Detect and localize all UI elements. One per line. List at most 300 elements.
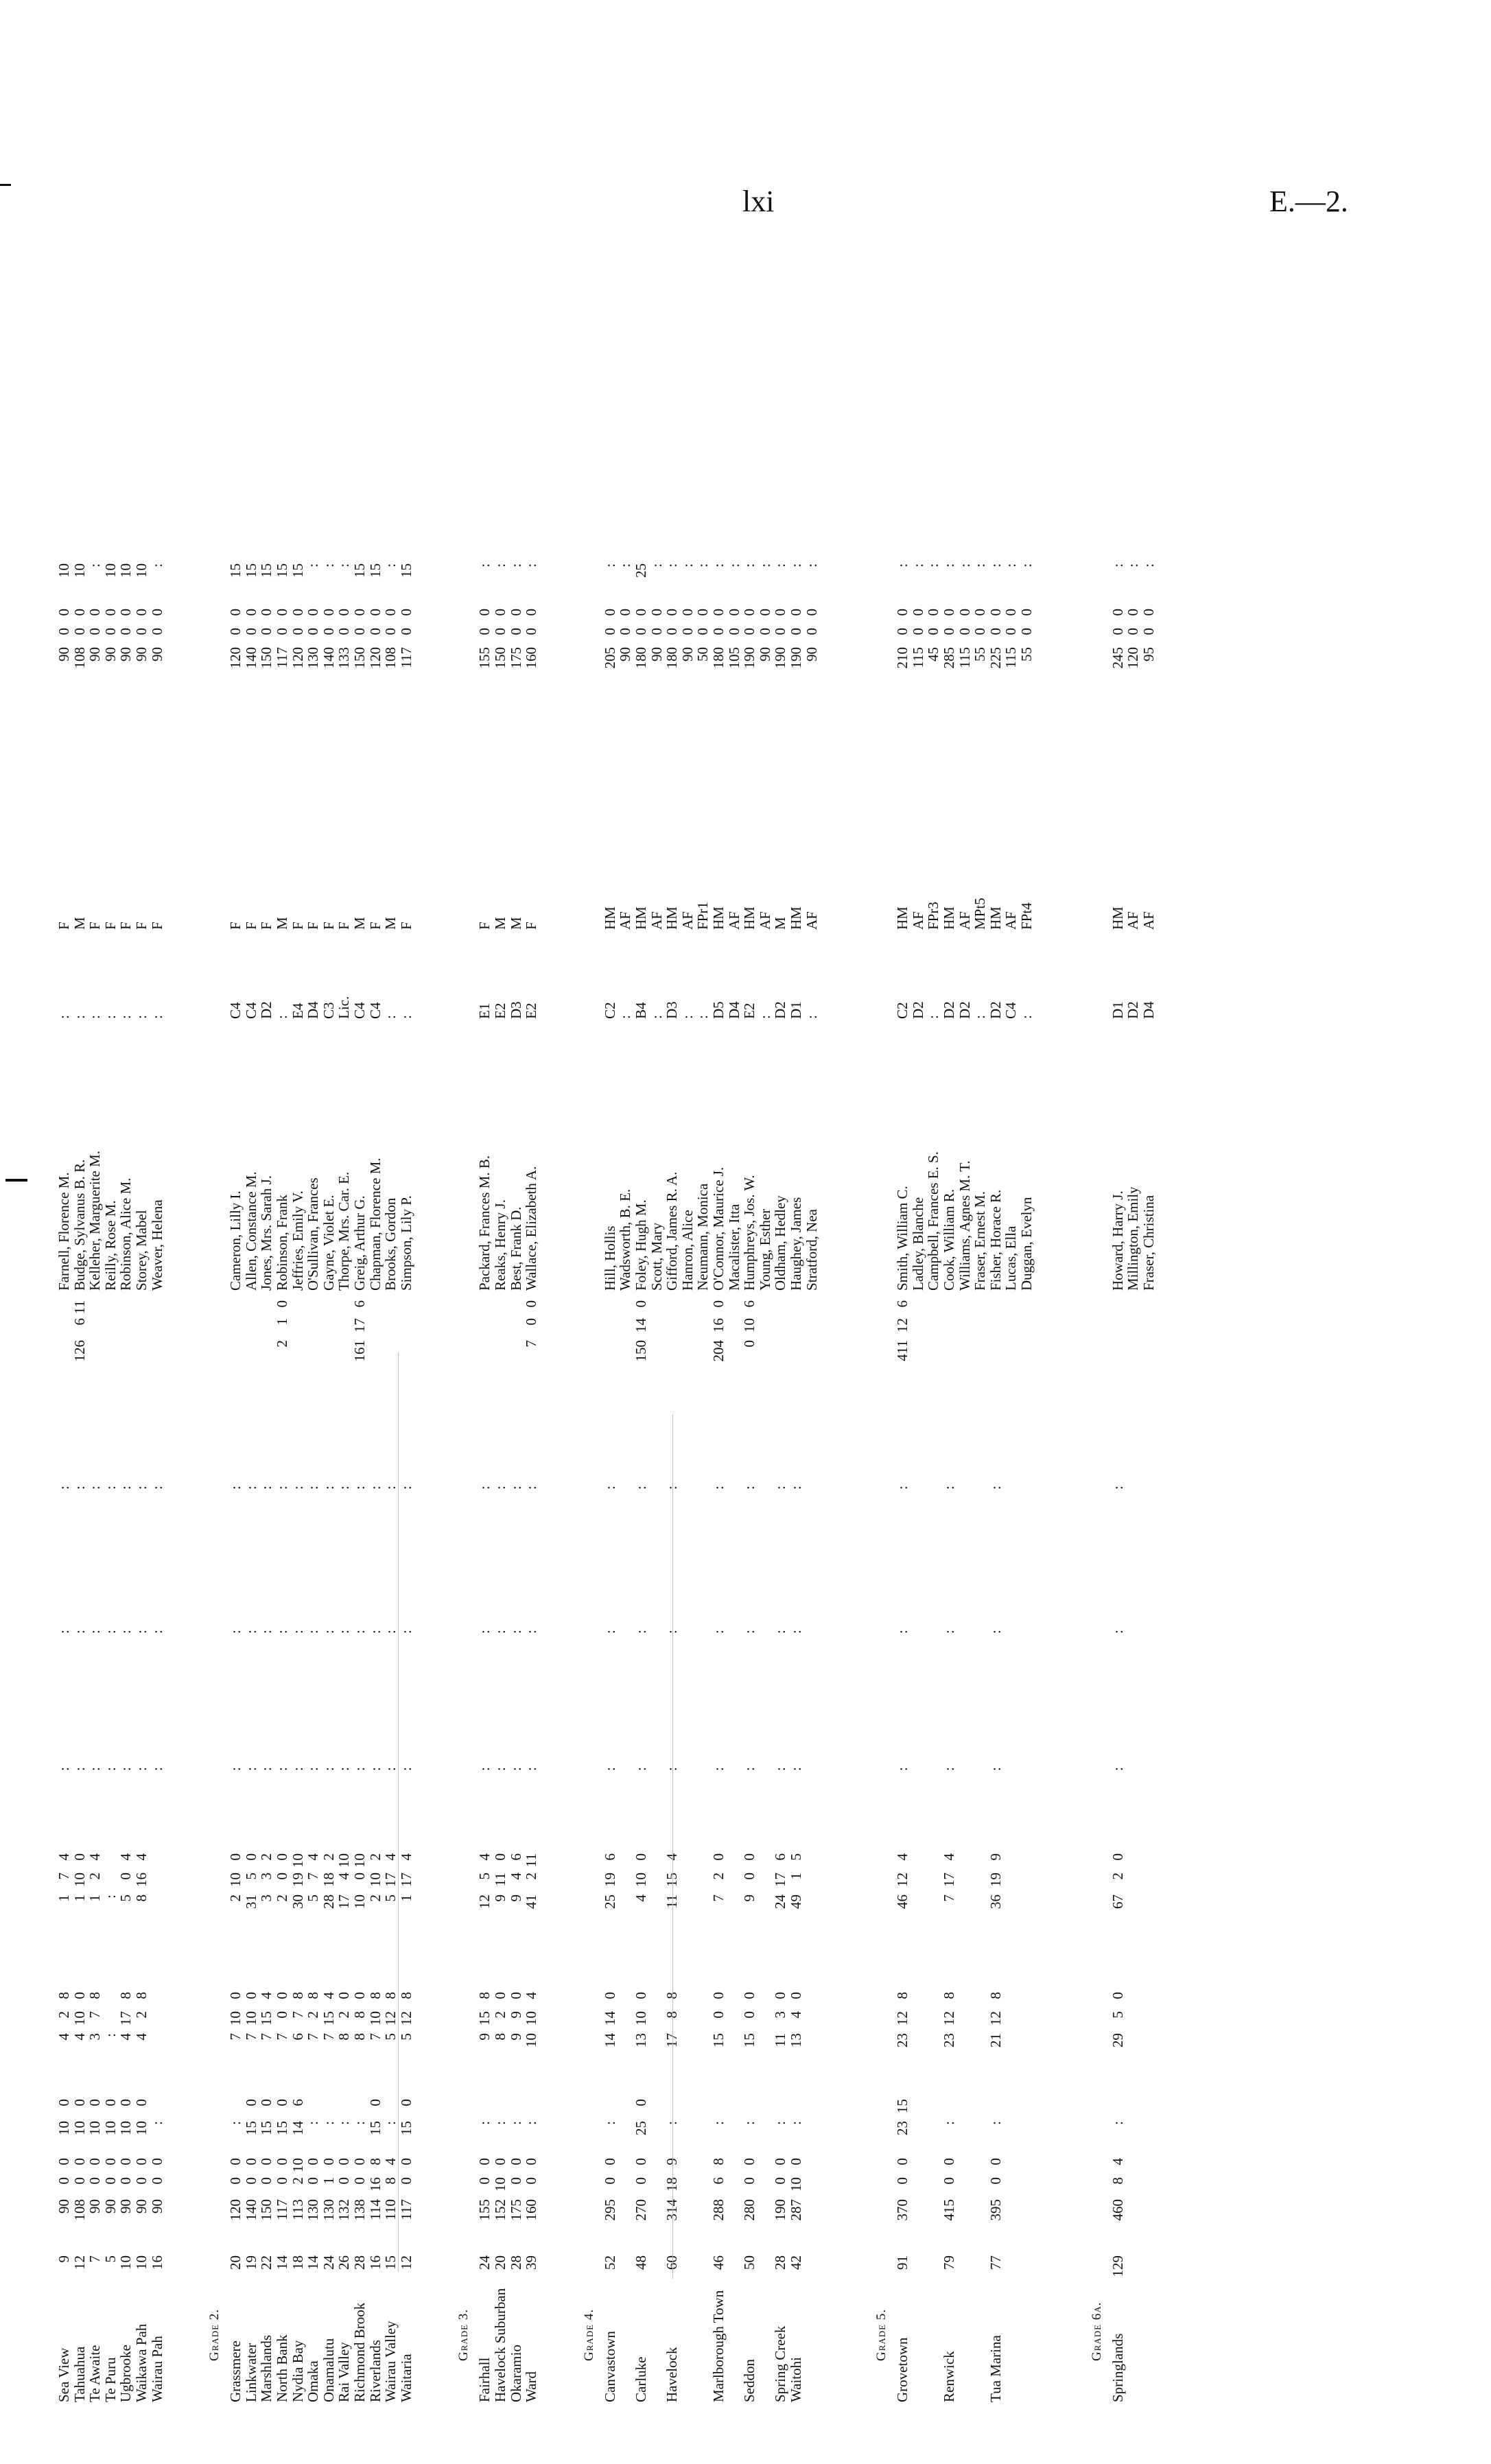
cell-reduction-l: 23 (941, 2033, 957, 2048)
cell-salary-l: 117 (274, 2199, 290, 2220)
cell-total-d: 0 (71, 1853, 88, 1861)
cell-teacher: Fraser, Ernest M. (972, 1191, 989, 1291)
cell-blank2: : (741, 1630, 758, 1634)
cell-salary-d: 0 (987, 2158, 1004, 2166)
table-row (399, 0, 414, 2464)
cell-ssal-s: 0 (772, 628, 789, 635)
cell-ssal-d: 0 (523, 609, 540, 616)
cell-total-s: 17 (382, 1873, 399, 1887)
table-row (633, 0, 648, 2464)
cell-salary-s: 0 (227, 2177, 244, 2185)
cell-pos: F (476, 922, 493, 930)
table-row (988, 0, 1003, 2464)
cell-total-l: 31 (242, 1894, 259, 1909)
cell-salary-l: 130 (305, 2199, 322, 2221)
cell-total-l: 67 (1109, 1894, 1126, 1909)
cell-roll: 16 (148, 2255, 165, 2270)
cell-house-l: 23 (894, 2121, 911, 2135)
cell-extra-l: 2 (274, 1340, 290, 1348)
cell-reduction-d: 8 (664, 1992, 681, 1999)
cell-ssal-l: 90 (133, 647, 150, 661)
cell-pos: HM (741, 906, 758, 930)
cell-reduction-l: 7 (242, 2033, 259, 2041)
cell-ssal-d: 0 (803, 609, 820, 616)
cell-ssal-d: 0 (679, 609, 696, 616)
cell-cls: E2 (523, 1002, 540, 1019)
cell-extra-s: 14 (633, 1318, 649, 1333)
cell-salary-l: 152 (492, 2199, 508, 2221)
cell-blank1: : (492, 1767, 508, 1771)
cell-pos: M (507, 917, 524, 930)
cell-pos: AF (956, 911, 973, 930)
cell-teacher: Packard, Frances M. B. (476, 1155, 493, 1291)
cell-total-s: 10 (633, 1873, 649, 1887)
cell-reduction-s: 15 (320, 2011, 337, 2026)
cell-ssal-l: 95 (1140, 647, 1157, 661)
cell-ssal-l: 55 (1018, 647, 1035, 661)
cell-total-s: 5 (476, 1873, 493, 1880)
cell-cls: : (1018, 1015, 1035, 1019)
cell-house-l: 15 (242, 2121, 259, 2135)
cell-ssal-l: 90 (803, 647, 820, 661)
cell-ssal-d: 0 (972, 609, 989, 616)
cell-blank3: : (788, 1486, 804, 1490)
page-code: E.—2. (1269, 185, 1348, 218)
cell-total-l: 36 (987, 1894, 1004, 1909)
cell-sr: 15 (397, 563, 414, 578)
cell-ssal-l: 190 (788, 647, 804, 669)
cell-pos: F (305, 922, 322, 930)
cell-total-s: 4 (507, 1873, 524, 1880)
cell-cls: : (117, 1015, 134, 1019)
cell-ssal-l: 120 (1125, 647, 1142, 669)
cell-pos: F (133, 922, 150, 930)
cell-ssal-s: 0 (803, 628, 820, 635)
table-row (368, 0, 383, 2464)
cell-sr: : (710, 563, 727, 567)
cell-blank3: : (336, 1486, 353, 1490)
table-row (103, 0, 118, 2464)
cell-reduction-d: 8 (86, 1992, 104, 1999)
cell-blank3: : (633, 1486, 649, 1490)
cell-reduction-l: 8 (336, 2033, 353, 2041)
cell-teacher: Howard, Harry J. (1109, 1190, 1126, 1291)
cell-reduction-d: 8 (133, 1992, 150, 1999)
cell-ssal-s: 0 (133, 628, 150, 635)
table-row (1003, 0, 1018, 2464)
cell-roll: 79 (941, 2255, 957, 2270)
cell-ssal-s: 0 (664, 628, 681, 635)
cell-reduction-l: 7 (366, 2033, 384, 2041)
cell-pos: F (336, 922, 353, 930)
cell-cls: E1 (476, 1002, 493, 1019)
cell-reduction-s: 12 (894, 2011, 911, 2026)
cell-cls: D4 (725, 1001, 742, 1019)
cell-cls: D2 (1125, 1001, 1142, 1019)
cell-blank1: : (289, 1767, 306, 1771)
cell-school: Tua Marina (987, 2335, 1004, 2402)
cell-blank2: : (71, 1630, 88, 1634)
table-row (680, 0, 695, 2464)
cell-blank1: : (148, 1767, 165, 1771)
cell-sr: : (803, 563, 820, 567)
cell-extra-l: 126 (71, 1340, 88, 1362)
table-row (321, 0, 336, 2464)
cell-salary-d: 0 (523, 2158, 540, 2166)
cell-salary-l: 90 (86, 2199, 104, 2214)
cell-sr: 15 (242, 563, 259, 578)
cell-reduction-l: 7 (320, 2033, 337, 2041)
cell-extra-l: 161 (351, 1340, 368, 1362)
cell-reduction-l: 15 (741, 2033, 758, 2048)
cell-roll: 12 (71, 2255, 88, 2270)
cell-salary-l: 295 (601, 2199, 618, 2221)
cell-house-l: 10 (71, 2121, 88, 2135)
table-row (788, 0, 803, 2464)
cell-sr: : (382, 563, 399, 567)
cell-pos: MPt5 (972, 897, 989, 930)
table-row (383, 0, 398, 2464)
cell-total-l: 5 (382, 1894, 399, 1902)
cell-salary-l: 280 (741, 2199, 758, 2221)
cell-ssal-s: 0 (909, 628, 926, 635)
cell-house-l: : (476, 2121, 493, 2125)
cell-total-d: 5 (788, 1853, 804, 1861)
cell-cls: : (274, 1015, 290, 1019)
cell-salary-l: 132 (336, 2199, 353, 2221)
cell-ssal-s: 0 (523, 628, 540, 635)
cell-ssal-d: 0 (133, 609, 150, 616)
cell-ssal-l: 90 (148, 647, 165, 661)
cell-reduction-s: 7 (289, 2011, 306, 2019)
cell-blank2: : (320, 1630, 337, 1634)
cell-house-l: : (772, 2121, 789, 2125)
cell-ssal-s: 0 (351, 628, 368, 635)
cell-blank1: : (397, 1767, 414, 1771)
cell-salary-d: 0 (71, 2158, 88, 2166)
cell-pos: HM (633, 906, 649, 930)
cell-blank3: : (492, 1486, 508, 1490)
cell-school: Fairhall (476, 2357, 493, 2402)
cell-salary-l: 288 (710, 2199, 727, 2221)
cell-salary-s: 6 (710, 2177, 727, 2185)
cell-sr: : (956, 563, 973, 567)
cell-reduction-s: 2 (305, 2011, 322, 2019)
cell-sr: : (941, 563, 957, 567)
cell-sr: : (507, 563, 524, 567)
cell-salary-d: 0 (772, 2158, 789, 2166)
cell-total-l: 49 (788, 1894, 804, 1909)
cell-salary-l: 370 (894, 2199, 911, 2221)
cell-roll: 60 (664, 2255, 681, 2270)
cell-ssal-s: 0 (56, 628, 72, 635)
cell-house-l: : (987, 2121, 1004, 2125)
cell-ssal-s: 0 (725, 628, 742, 635)
cell-reduction-s: 4 (788, 2011, 804, 2019)
cell-reduction-d: 0 (507, 1992, 524, 1999)
cell-total-s: 10 (71, 1873, 88, 1887)
cell-teacher: Wallace, Elizabeth A. (523, 1166, 540, 1291)
cell-cls: : (617, 1015, 634, 1019)
cell-teacher: Farnell, Florence M. (56, 1172, 72, 1291)
cell-ssal-d: 0 (71, 609, 88, 616)
cell-salary-d: 4 (1109, 2158, 1126, 2166)
cell-total-l: 30 (289, 1894, 306, 1909)
cell-ssal-d: 0 (617, 609, 634, 616)
cell-roll: 77 (987, 2255, 1004, 2270)
cell-blank2: : (86, 1630, 104, 1634)
cell-ssal-l: 90 (86, 647, 104, 661)
cell-total-d: 4 (664, 1853, 681, 1861)
cell-salary-s: 0 (117, 2177, 134, 2185)
cell-total-d: 4 (941, 1853, 957, 1861)
cell-blank3: : (741, 1486, 758, 1490)
cell-total-l: 5 (305, 1894, 322, 1902)
cell-sr: : (987, 563, 1004, 567)
cell-total-d: 0 (741, 1853, 758, 1861)
cell-roll: 20 (227, 2255, 244, 2270)
table-row (228, 0, 243, 2464)
cell-ssal-d: 0 (56, 609, 72, 616)
cell-blank3: : (664, 1486, 681, 1490)
cell-blank2: : (274, 1630, 290, 1634)
cell-reduction-l: 5 (397, 2033, 414, 2041)
cell-ssal-s: 0 (1125, 628, 1142, 635)
cell-reduction-d: 8 (117, 1992, 134, 1999)
cell-salary-d: 0 (320, 2158, 337, 2166)
cell-ssal-s: 0 (1109, 628, 1126, 635)
cell-salary-d: 0 (351, 2158, 368, 2166)
cell-ssal-l: 190 (772, 647, 789, 669)
cell-ssal-l: 120 (289, 647, 306, 669)
cell-total-s: 2 (710, 1873, 727, 1880)
cell-pos: AF (1125, 911, 1142, 930)
cell-total-l: 8 (133, 1894, 150, 1902)
cell-reduction-d: 0 (633, 1992, 649, 1999)
cell-reduction-d: 0 (71, 1992, 88, 1999)
cell-salary-d: 9 (664, 2158, 681, 2166)
cell-cls: D5 (710, 1001, 727, 1019)
cell-extra-l: 411 (894, 1340, 911, 1361)
cell-salary-s: 0 (305, 2177, 322, 2185)
cell-school: Waikawa Pah (133, 2323, 150, 2402)
cell-total-d: 0 (633, 1853, 649, 1861)
cell-blank3: : (941, 1486, 957, 1490)
cell-ssal-d: 0 (227, 609, 244, 616)
cell-ssal-l: 115 (956, 647, 973, 668)
cell-ssal-l: 140 (242, 647, 259, 669)
cell-total-s: 1 (788, 1873, 804, 1880)
cell-pos: FPt4 (1018, 902, 1035, 930)
cell-ssal-s: 0 (148, 628, 165, 635)
cell-teacher: Ladley, Blanche (909, 1197, 926, 1291)
cell-ssal-l: 130 (305, 647, 322, 669)
cell-ssal-d: 0 (956, 609, 973, 616)
cell-total-s: 0 (351, 1873, 368, 1880)
cell-salary-l: 114 (366, 2199, 384, 2220)
cell-ssal-d: 0 (1109, 609, 1126, 616)
cell-total-d: 4 (56, 1853, 72, 1861)
cell-blank1: : (351, 1767, 368, 1771)
cell-salary-l: 415 (941, 2199, 957, 2221)
cell-salary-s: 0 (242, 2177, 259, 2185)
cell-sr: 15 (366, 563, 384, 578)
table-row (972, 0, 987, 2464)
grade-heading: Grade 2. (207, 2308, 222, 2361)
cell-pos: F (242, 922, 259, 930)
cell-roll: 10 (133, 2255, 150, 2270)
cell-reduction-d: 4 (320, 1992, 337, 1999)
cell-cls: B4 (633, 1002, 649, 1019)
cell-sr: : (694, 563, 712, 567)
cell-total-d: 4 (382, 1853, 399, 1861)
cell-salary-s: 0 (523, 2177, 540, 2185)
cell-ssal-d: 0 (664, 609, 681, 616)
cell-ssal-l: 115 (909, 647, 926, 668)
cell-salary-s: 0 (476, 2177, 493, 2185)
cell-house-s: 6 (289, 2099, 306, 2107)
cell-roll: 28 (507, 2255, 524, 2270)
cell-total-d: 0 (242, 1853, 259, 1861)
cell-house-l: : (507, 2121, 524, 2125)
cell-blank2: : (289, 1630, 306, 1634)
cell-total-d: 10 (351, 1853, 368, 1868)
cell-ssal-s: 0 (694, 628, 712, 635)
cell-ssal-l: 115 (1002, 647, 1020, 668)
cell-cls: C4 (242, 1002, 259, 1019)
cell-reduction-d: 0 (336, 1992, 353, 1999)
cell-cls: D3 (664, 1001, 681, 1019)
cell-house-l: 10 (56, 2121, 72, 2135)
cell-blank2: : (117, 1630, 134, 1634)
cell-salary-s: 10 (788, 2177, 804, 2192)
cell-salary-d: 0 (507, 2158, 524, 2166)
cell-sr: : (725, 563, 742, 567)
cell-teacher: Best, Frank D. (507, 1206, 524, 1291)
cell-blank3: : (242, 1486, 259, 1490)
cell-ssal-d: 0 (772, 609, 789, 616)
margin-tick (0, 184, 11, 186)
cell-sr: 10 (117, 563, 134, 578)
table-row (290, 0, 305, 2464)
cell-reduction-l: 9 (476, 2033, 493, 2041)
cell-ssal-d: 0 (382, 609, 399, 616)
cell-pos: M (71, 917, 88, 930)
cell-blank1: : (1109, 1767, 1126, 1771)
cell-cls: C4 (1002, 1002, 1020, 1019)
cell-teacher: O'Connor, Maurice J. (710, 1166, 727, 1291)
cell-teacher: Oldham, Hedley (772, 1195, 789, 1291)
cell-salary-l: 270 (633, 2199, 649, 2221)
cell-salary-d: 0 (227, 2158, 244, 2166)
cell-extra-d: 0 (274, 1300, 290, 1308)
cell-sr: : (679, 563, 696, 567)
cell-reduction-d: 0 (772, 1992, 789, 1999)
cell-ssal-l: 150 (258, 647, 275, 669)
cell-ssal-l: 205 (601, 647, 618, 669)
cell-blank2: : (664, 1630, 681, 1634)
cell-pos: F (320, 922, 337, 930)
cell-total-s: 5 (242, 1873, 259, 1880)
cell-total-l: 1 (56, 1894, 72, 1902)
cell-sr: 15 (274, 563, 290, 578)
cell-reduction-l: 7 (274, 2033, 290, 2041)
cell-house-l: : (351, 2121, 368, 2125)
cell-salary-s: 0 (258, 2177, 275, 2185)
cell-house-l: : (941, 2121, 957, 2125)
table-row (1125, 0, 1140, 2464)
cell-reduction-s: 12 (382, 2011, 399, 2026)
cell-salary-s: 0 (56, 2177, 72, 2185)
cell-cls: D4 (1140, 1001, 1157, 1019)
cell-reduction-d: 8 (382, 1992, 399, 1999)
cell-reduction-d: 0 (710, 1992, 727, 1999)
cell-total-l: 5 (117, 1894, 134, 1902)
cell-salary-s: 8 (1109, 2177, 1126, 2185)
table-row (941, 0, 956, 2464)
cell-reduction-d: 0 (242, 1992, 259, 1999)
cell-pos: M (274, 917, 290, 930)
cell-ssal-d: 0 (648, 609, 665, 616)
cell-school: Waitaria (397, 2354, 414, 2402)
cell-sr: : (925, 563, 942, 567)
cell-teacher: Wadsworth, B. E. (617, 1188, 634, 1291)
cell-reduction-s: 10 (523, 2011, 540, 2026)
cell-sr: : (1018, 563, 1035, 567)
cell-salary-d: 0 (133, 2158, 150, 2166)
cell-ssal-d: 0 (148, 609, 165, 616)
table-row (134, 0, 149, 2464)
table-row (1110, 0, 1125, 2464)
table-row (804, 0, 819, 2464)
cell-extra-d: 0 (710, 1300, 727, 1308)
cell-ssal-d: 0 (366, 609, 384, 616)
cell-ssal-s: 0 (305, 628, 322, 635)
cell-salary-d: 8 (710, 2158, 727, 2166)
cell-school: Renwick (941, 2351, 957, 2402)
cell-cls: : (133, 1015, 150, 1019)
cell-blank1: : (987, 1767, 1004, 1771)
cell-ssal-l: 105 (725, 647, 742, 669)
cell-salary-l: 190 (772, 2199, 789, 2221)
cell-reduction-d: 0 (351, 1992, 368, 1999)
cell-reduction-s: 15 (476, 2011, 493, 2026)
cell-reduction-s: 10 (71, 2011, 88, 2026)
cell-pos: AF (909, 911, 926, 930)
cell-blank2: : (258, 1630, 275, 1634)
cell-total-l: 7 (941, 1894, 957, 1902)
cell-ssal-d: 0 (694, 609, 712, 616)
cell-ssal-s: 0 (336, 628, 353, 635)
cell-ssal-s: 0 (972, 628, 989, 635)
cell-sr: : (894, 563, 911, 567)
cell-blank3: : (601, 1486, 618, 1490)
cell-sr: : (476, 563, 493, 567)
cell-ssal-s: 0 (102, 628, 119, 635)
cell-blank3: : (133, 1486, 150, 1490)
cell-ssal-l: 155 (476, 647, 493, 669)
cell-total-s: 11 (492, 1873, 508, 1887)
cell-cls: D4 (305, 1001, 322, 1019)
cell-salary-d: 0 (601, 2158, 618, 2166)
cell-reduction-s: 10 (227, 2011, 244, 2026)
cell-ssal-l: 190 (741, 647, 758, 669)
cell-salary-l: 460 (1109, 2199, 1126, 2221)
cell-blank3: : (320, 1486, 337, 1490)
cell-ssal-d: 0 (117, 609, 134, 616)
cell-reduction-l: 4 (117, 2033, 134, 2041)
cell-ssal-s: 0 (1002, 628, 1020, 635)
